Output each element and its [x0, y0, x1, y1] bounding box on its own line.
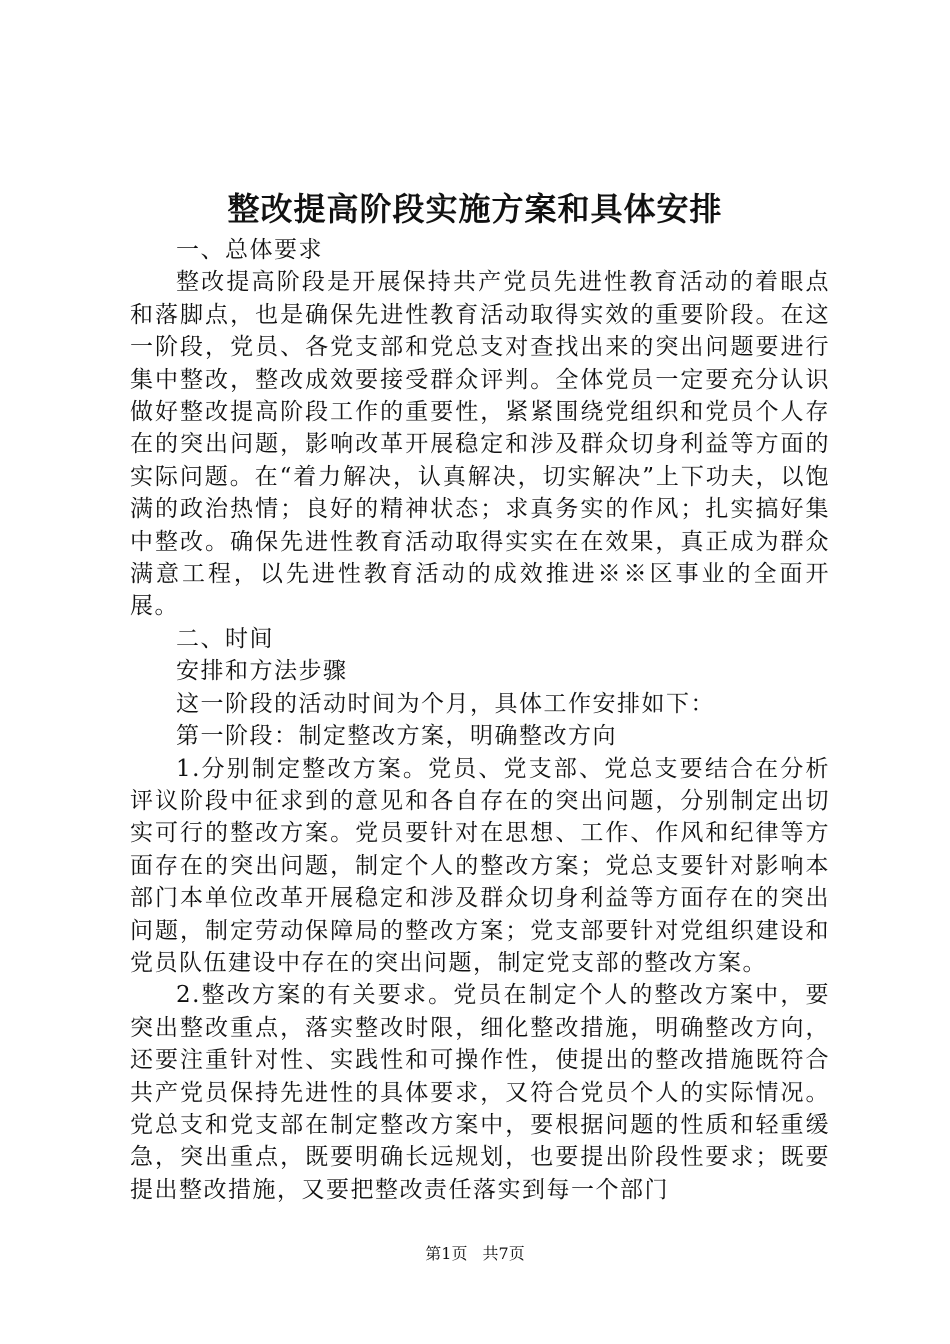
section-heading-time: 二、时间: [176, 625, 274, 652]
paragraph-stage-one-heading: 第一阶段：制定整改方案，明确整改方向: [176, 723, 617, 750]
paragraph-item-two: 2.整改方案的有关要求。党员在制定个人的整改方案中，要突出整改重点，落实整改时限，细化整改措施，明确整改方向，还要注重针对性、实践性和可操作性，使提出的整改措施既符合共产党员保持先进性的具体要求，又符合党员个人的实际情况。党总支和党支部在制定整改方案中，要根据问题的性质和轻重缓急，突出重点，既要明确长远规划，也要提出阶段性要求；既要提出整改措施，又要把整改责任落实到每一个部门: [130, 982, 830, 1203]
page-footer: [0, 1242, 950, 1266]
page-total: 共7页: [482, 1244, 525, 1263]
document-title: 整改提高阶段实施方案和具体安排: [227, 190, 723, 228]
paragraph-arrangement-steps: 安排和方法步骤: [176, 658, 348, 685]
paragraph-general-requirements: 整改提高阶段是开展保持共产党员先进性教育活动的着眼点和落脚点，也是确保先进性教育活动取得实效的重要阶段。在这一阶段，党员、各党支部和党总支对查找出来的突出问题要进行集中整改，整改成效要接受群众评判。全体党员一定要充分认识做好整改提高阶段工作的重要性，紧紧围绕党组织和党员个人存在的突出问题，影响改革开展稳定和涉及群众切身利益等方面的实际问题。在“着力解决，认真解决，切实解决”上下功夫，以饱满的政治热情；良好的精神状态；求真务实的作风；扎实搞好集中整改。确保先进性教育活动取得实实在在效果，真正成为群众满意工程，以先进性教育活动的成效推进※※区事业的全面开展。: [130, 269, 830, 620]
page-number: 第1页: [425, 1244, 468, 1263]
paragraph-activity-time: 这一阶段的活动时间为个月，具体工作安排如下：: [176, 690, 715, 717]
section-heading-general-requirements: 一、总体要求: [176, 237, 323, 263]
paragraph-item-one: 1.分别制定整改方案。党员、党支部、党总支要结合在分析评议阶段中征求到的意见和各自存在的突出问题，分别制定出切实可行的整改方案。党员要针对在思想、工作、作风和纪律等方面存在的突出问题，制定个人的整改方案；党总支要针对影响本部门本单位改革开展稳定和涉及群众切身利益等方面存在的突出问题，制定劳动保障局的整改方案；党支部要针对党组织建设和党员队伍建设中存在的突出问题，制定党支部的整改方案。: [130, 755, 830, 976]
document-body: [130, 234, 830, 1206]
